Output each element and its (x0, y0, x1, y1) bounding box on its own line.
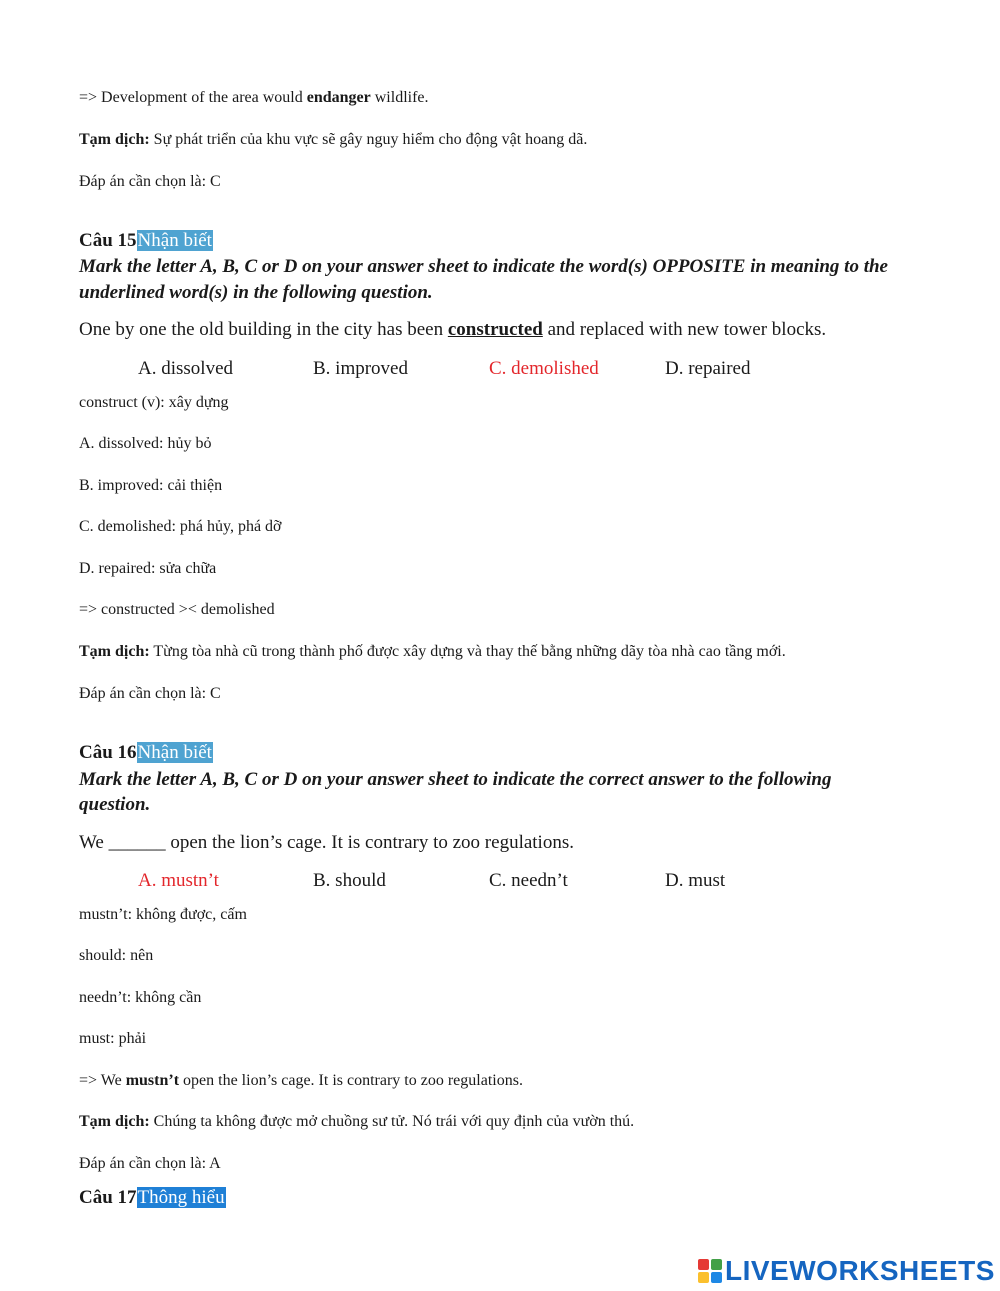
q15-explanation: => constructed >< demolished (79, 601, 275, 618)
q17-level-tag: Thông hiểu (137, 1187, 225, 1208)
q15-explanation: D. repaired: sửa chữa (79, 560, 217, 577)
logo-blocks-icon (698, 1259, 722, 1283)
q15-instruction-line1: Mark the letter A, B, C or D on your answer sheet to indicate the word(s) OPPOSITE in meaning to the (79, 256, 888, 277)
q15-explanation: A. dissolved: hủy bỏ (79, 435, 212, 452)
q15-option-d[interactable]: D. repaired (665, 358, 751, 379)
liveworksheets-logo (698, 1256, 995, 1286)
q16-option-a[interactable]: A. mustn’t (138, 870, 219, 891)
q16-result: => We mustn’t open the lion’s cage. It is contrary to zoo regulations. (79, 1072, 523, 1089)
q16-explanation: should: nên (79, 947, 154, 964)
logo-block (698, 1272, 709, 1283)
q15-level-tag: Nhận biết (137, 230, 212, 251)
q15-explanation: C. demolished: phá hủy, phá dỡ (79, 518, 282, 535)
q16-explanation: needn’t: không cần (79, 989, 202, 1006)
q16-option-d[interactable]: D. must (665, 870, 726, 891)
q15-explanation: construct (v): xây dựng (79, 394, 229, 411)
q16-heading: Câu 16Nhận biết (79, 742, 212, 763)
q16-instruction-line1: Mark the letter A, B, C or D on your answer sheet to indicate the correct answer to the following (79, 769, 832, 790)
q16-explanation: must: phải (79, 1030, 147, 1047)
q15-option-a[interactable]: A. dissolved (138, 358, 233, 379)
q14-translation: Tạm dịch: Sự phát triển của khu vực sẽ gây nguy hiểm cho động vật hoang dã. (79, 131, 588, 148)
q16-option-c[interactable]: C. needn’t (489, 870, 568, 891)
q16-level-tag: Nhận biết (137, 742, 212, 763)
q15-answer: Đáp án cần chọn là: C (79, 685, 221, 702)
q15-sentence: One by one the old building in the city has been constructed and replaced with new tower blocks. (79, 319, 827, 340)
q15-translation: Tạm dịch: Từng tòa nhà cũ trong thành phố được xây dựng và thay thế bằng những dãy tòa nhà cao tầng mới. (79, 643, 786, 660)
q15-explanation: B. improved: cải thiện (79, 477, 223, 494)
q16-option-b[interactable]: B. should (313, 870, 386, 891)
q16-translation: Tạm dịch: Chúng ta không được mở chuồng sư tử. Nó trái với quy định của vườn thú. (79, 1113, 635, 1130)
q16-instruction-line2: question. (79, 794, 151, 815)
q15-heading: Câu 15Nhận biết (79, 230, 212, 251)
q16-explanation: mustn’t: không được, cấm (79, 906, 247, 923)
logo-text: LIVEWORKSHEETS (725, 1255, 995, 1286)
logo-block (711, 1272, 722, 1283)
logo-block (698, 1259, 709, 1270)
q17-heading: Câu 17Thông hiểu (79, 1187, 225, 1208)
q15-instruction-line2: underlined word(s) in the following question. (79, 282, 433, 303)
q14-result: => Development of the area would endanger wildlife. (79, 89, 429, 106)
q16-sentence: We ______ open the lion’s cage. It is contrary to zoo regulations. (79, 832, 574, 853)
q15-option-b[interactable]: B. improved (313, 358, 408, 379)
q15-underlined-word: constructed (447, 319, 543, 340)
q16-answer: Đáp án cần chọn là: A (79, 1155, 221, 1172)
q14-answer: Đáp án cần chọn là: C (79, 173, 221, 190)
q15-option-c[interactable]: C. demolished (489, 358, 599, 379)
logo-block (711, 1259, 722, 1270)
